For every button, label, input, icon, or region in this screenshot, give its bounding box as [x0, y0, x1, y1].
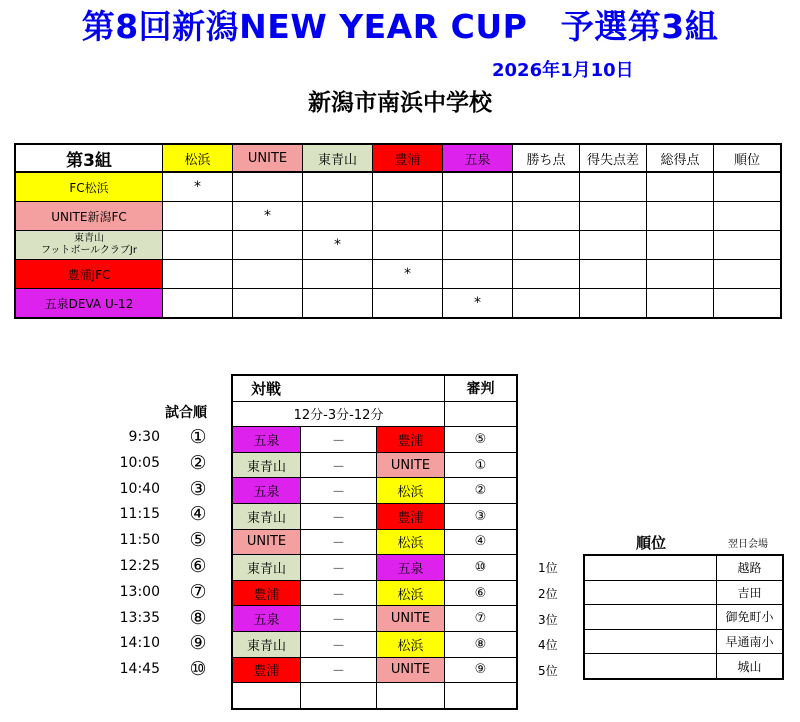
result-cell[interactable]	[163, 260, 233, 289]
result-cell[interactable]	[163, 289, 233, 319]
vs-mark: －	[301, 529, 377, 555]
next-day-venue: 早通南小	[717, 629, 784, 654]
referee-team: ⑤	[445, 427, 518, 453]
group-label: 第3組	[15, 144, 163, 172]
ranking-header: 順位	[636, 534, 667, 552]
result-cell[interactable]	[373, 202, 443, 231]
result-cell[interactable]	[443, 172, 513, 202]
col-header-goal-diff: 得失点差	[580, 144, 647, 172]
ranking-place: 3位	[538, 612, 558, 627]
referee-team: ④	[445, 529, 518, 555]
diagonal-cell: *	[443, 289, 513, 319]
home-team: 豊浦	[232, 580, 301, 606]
result-cell[interactable]	[373, 231, 443, 260]
vs-mark: －	[301, 580, 377, 606]
ranking-place: 4位	[538, 638, 558, 653]
result-cell[interactable]	[373, 289, 443, 319]
vs-mark: －	[301, 427, 377, 453]
match-number: ⑩	[189, 658, 207, 681]
team-row	[15, 231, 781, 260]
col-header-matsuhama: 松浜	[163, 144, 233, 172]
home-team: 五泉	[232, 478, 301, 504]
ranking-table	[583, 554, 784, 680]
match-number: ①	[189, 426, 207, 448]
match-order-header: 試合順	[165, 405, 207, 421]
league-table	[14, 143, 782, 319]
result-cell[interactable]	[443, 202, 513, 231]
diagonal-cell: *	[163, 172, 233, 202]
match-number: ⑤	[189, 529, 207, 552]
match-row	[232, 478, 517, 504]
match-row	[232, 427, 517, 453]
vs-mark: －	[301, 478, 377, 504]
diagonal-cell: *	[373, 260, 443, 289]
schedule-empty-row	[232, 683, 517, 709]
next-day-venue-header: 翌日会場	[728, 539, 768, 550]
ranking-place: 5位	[538, 664, 558, 679]
diagonal-cell: *	[233, 202, 303, 231]
ranking-team-cell[interactable]	[584, 629, 717, 654]
match-time: 10:40	[119, 480, 160, 497]
stat-cell[interactable]	[714, 202, 782, 231]
referee-team: ③	[445, 503, 518, 529]
page-title: 第8回新潟NEW YEAR CUP 予選第3組	[81, 7, 719, 46]
away-team: 五泉	[377, 555, 445, 581]
stat-cell[interactable]	[714, 260, 782, 289]
col-header-goals-for: 総得点	[647, 144, 714, 172]
stat-cell[interactable]	[647, 260, 714, 289]
ranking-row	[584, 580, 783, 605]
stat-cell[interactable]	[647, 202, 714, 231]
result-cell[interactable]	[163, 202, 233, 231]
home-team: 五泉	[232, 606, 301, 632]
match-time: 13:35	[119, 609, 160, 626]
result-cell[interactable]	[233, 231, 303, 260]
ranking-team-cell[interactable]	[584, 555, 717, 580]
stat-cell[interactable]	[580, 260, 647, 289]
ranking-place: 1位	[538, 561, 558, 575]
referee-team: ⑥	[445, 580, 518, 606]
match-time: 14:45	[119, 661, 160, 678]
stat-cell[interactable]	[513, 260, 580, 289]
diagonal-cell: *	[303, 231, 373, 260]
team-row	[15, 202, 781, 231]
away-team: 松浜	[377, 580, 445, 606]
match-time: 11:15	[119, 506, 160, 523]
league-header-row	[15, 144, 781, 172]
match-number: ③	[189, 477, 207, 500]
away-team: UNITE	[377, 657, 445, 683]
away-team: UNITE	[377, 452, 445, 478]
result-cell[interactable]	[163, 231, 233, 260]
match-number: ⑥	[189, 555, 207, 577]
ranking-row	[584, 605, 783, 630]
referee-team: ⑩	[445, 555, 518, 581]
event-date: 2026年1月10日	[492, 60, 634, 81]
col-header-rank: 順位	[714, 144, 782, 172]
stat-cell[interactable]	[513, 289, 580, 319]
ranking-team-cell[interactable]	[584, 605, 717, 630]
vs-mark: －	[301, 657, 377, 683]
result-cell[interactable]	[303, 172, 373, 202]
home-team: 東青山	[232, 555, 301, 581]
match-time: 10:05	[119, 454, 160, 471]
stat-cell[interactable]	[580, 202, 647, 231]
next-day-venue: 御免町小	[717, 605, 784, 630]
col-header-gosen: 五泉	[443, 144, 513, 172]
vs-mark: －	[301, 452, 377, 478]
referee-team: ①	[445, 452, 518, 478]
home-team: 東青山	[232, 631, 301, 657]
away-team: UNITE	[377, 606, 445, 632]
team-name: 豊浦JFC	[15, 260, 163, 289]
match-time: 9:30	[128, 429, 160, 445]
result-cell[interactable]	[233, 260, 303, 289]
result-cell[interactable]	[233, 289, 303, 319]
match-time: 11:50	[119, 532, 160, 549]
referee-team: ⑨	[445, 657, 518, 683]
col-header-points: 勝ち点	[513, 144, 580, 172]
col-header-unite: UNITE	[233, 144, 303, 172]
match-duration: 12分-3分-12分	[232, 401, 445, 427]
match-number: ⑨	[189, 632, 207, 655]
match-row	[232, 580, 517, 606]
result-cell[interactable]	[443, 231, 513, 260]
ranking-row	[584, 629, 783, 654]
result-cell[interactable]	[303, 289, 373, 319]
match-time: 12:25	[119, 558, 160, 574]
ranking-place: 2位	[538, 586, 558, 601]
col-header-toyoura: 豊浦	[373, 144, 443, 172]
empty-cell	[445, 683, 518, 709]
result-cell[interactable]	[373, 172, 443, 202]
duration-row	[232, 401, 517, 427]
venue-name: 新潟市南浜中学校	[308, 90, 492, 116]
stat-cell[interactable]	[580, 172, 647, 202]
away-team: 豊浦	[377, 503, 445, 529]
team-name	[15, 231, 163, 260]
stat-cell[interactable]	[647, 172, 714, 202]
stat-cell[interactable]	[647, 289, 714, 319]
stat-cell[interactable]	[513, 172, 580, 202]
schedule-table	[231, 374, 518, 710]
match-number: ④	[189, 503, 207, 526]
result-cell[interactable]	[303, 260, 373, 289]
result-cell[interactable]	[443, 260, 513, 289]
result-cell[interactable]	[303, 202, 373, 231]
referee-blank	[445, 401, 518, 427]
match-row	[232, 631, 517, 657]
empty-cell	[301, 683, 377, 709]
home-team: 五泉	[232, 427, 301, 453]
stat-cell[interactable]	[580, 231, 647, 260]
referee-team: ⑦	[445, 606, 518, 632]
match-time: 13:00	[119, 583, 160, 600]
team-name-line1: 東青山	[74, 233, 104, 244]
ranking-team-cell[interactable]	[584, 580, 717, 605]
ranking-row	[584, 654, 783, 679]
away-team: 松浜	[377, 529, 445, 555]
home-team: 豊浦	[232, 657, 301, 683]
vs-mark: －	[301, 606, 377, 632]
match-row	[232, 529, 517, 555]
home-team: UNITE	[232, 529, 301, 555]
col-header-higashiaoyama: 東青山	[303, 144, 373, 172]
next-day-venue: 吉田	[717, 580, 784, 605]
stat-cell[interactable]	[714, 289, 782, 319]
team-name: FC松浜	[15, 172, 163, 202]
vs-mark: －	[301, 555, 377, 581]
stat-cell[interactable]	[513, 231, 580, 260]
away-team: 豊浦	[377, 427, 445, 453]
vs-mark: －	[301, 631, 377, 657]
vs-mark: －	[301, 503, 377, 529]
stat-cell[interactable]	[580, 289, 647, 319]
referee-team: ⑧	[445, 631, 518, 657]
result-cell[interactable]	[233, 172, 303, 202]
team-row	[15, 289, 781, 319]
ranking-team-cell[interactable]	[584, 654, 717, 679]
match-row	[232, 555, 517, 581]
stat-cell[interactable]	[647, 231, 714, 260]
stat-cell[interactable]	[513, 202, 580, 231]
referee-team: ②	[445, 478, 518, 504]
empty-cell	[232, 683, 301, 709]
match-number: ⑦	[189, 580, 207, 603]
ranking-row	[584, 555, 783, 580]
team-row	[15, 172, 781, 202]
empty-cell	[377, 683, 445, 709]
match-number: ⑧	[189, 606, 207, 629]
match-time: 14:10	[119, 635, 160, 652]
match-number: ②	[189, 451, 207, 474]
stat-cell[interactable]	[714, 231, 782, 260]
match-row	[232, 452, 517, 478]
schedule-header-row	[232, 375, 517, 401]
team-name-line2: フットボールクラブJr	[41, 245, 137, 256]
team-name: UNITE新潟FC	[15, 202, 163, 231]
stat-cell[interactable]	[714, 172, 782, 202]
home-team: 東青山	[232, 452, 301, 478]
away-team: 松浜	[377, 631, 445, 657]
referee-header: 審判	[445, 375, 518, 401]
away-team: 松浜	[377, 478, 445, 504]
next-day-venue: 越路	[717, 555, 784, 580]
team-name: 五泉DEVA U-12	[15, 289, 163, 319]
next-day-venue: 城山	[717, 654, 784, 679]
match-header: 対戦	[232, 375, 445, 401]
home-team: 東青山	[232, 503, 301, 529]
match-row	[232, 606, 517, 632]
team-row	[15, 260, 781, 289]
match-row	[232, 657, 517, 683]
match-row	[232, 503, 517, 529]
